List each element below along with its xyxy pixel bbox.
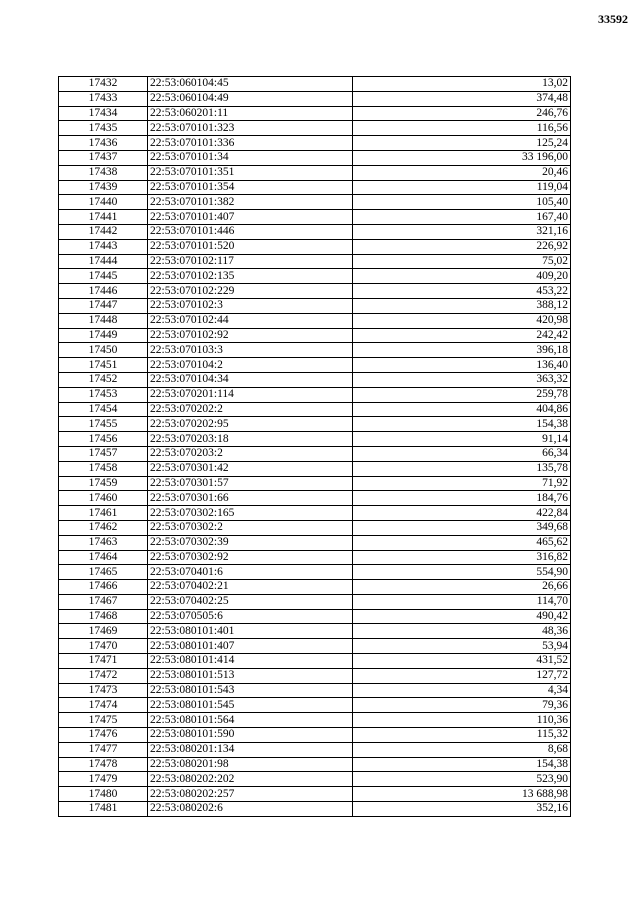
row-number-cell: 17477	[59, 742, 148, 757]
value-cell: 116,56	[353, 121, 571, 136]
row-number-cell: 17453	[59, 387, 148, 402]
value-cell: 8,68	[353, 742, 571, 757]
row-number-cell: 17472	[59, 668, 148, 683]
row-number-cell: 17452	[59, 372, 148, 387]
row-number-cell: 17442	[59, 224, 148, 239]
value-cell: 422,84	[353, 506, 571, 521]
value-cell: 13 688,98	[353, 787, 571, 802]
cadastral-number-cell: 22:53:070401:6	[148, 565, 353, 580]
table-row	[59, 402, 571, 417]
value-cell: 71,92	[353, 476, 571, 491]
cadastral-number-cell: 22:53:070102:117	[148, 254, 353, 269]
cadastral-number-cell: 22:53:070505:6	[148, 609, 353, 624]
cadastral-number-cell: 22:53:070104:2	[148, 358, 353, 373]
table-row	[59, 77, 571, 92]
cadastral-number-cell: 22:53:070102:92	[148, 328, 353, 343]
cadastral-number-cell: 22:53:070402:21	[148, 580, 353, 595]
value-cell: 115,32	[353, 728, 571, 743]
table-row	[59, 802, 571, 817]
row-number-cell: 17460	[59, 491, 148, 506]
value-cell: 465,62	[353, 535, 571, 550]
row-number-cell: 17455	[59, 417, 148, 432]
value-cell: 79,36	[353, 698, 571, 713]
cadastral-number-cell: 22:53:080201:134	[148, 742, 353, 757]
table-row	[59, 624, 571, 639]
value-cell: 246,76	[353, 106, 571, 121]
table-row	[59, 298, 571, 313]
value-cell: 184,76	[353, 491, 571, 506]
table-row	[59, 91, 571, 106]
value-cell: 114,70	[353, 594, 571, 609]
table-row	[59, 713, 571, 728]
value-cell: 53,94	[353, 639, 571, 654]
row-number-cell: 17478	[59, 757, 148, 772]
value-cell: 388,12	[353, 298, 571, 313]
cadastral-number-cell: 22:53:060104:45	[148, 77, 353, 92]
row-number-cell: 17447	[59, 298, 148, 313]
page-number: 33592	[598, 12, 628, 26]
row-number-cell: 17457	[59, 446, 148, 461]
row-number-cell: 17479	[59, 772, 148, 787]
cadastral-number-cell: 22:53:080101:543	[148, 683, 353, 698]
table-row	[59, 565, 571, 580]
cadastral-number-cell: 22:53:070102:229	[148, 284, 353, 299]
row-number-cell: 17433	[59, 91, 148, 106]
row-number-cell: 17468	[59, 609, 148, 624]
table-row	[59, 358, 571, 373]
value-cell: 420,98	[353, 313, 571, 328]
cadastral-number-cell: 22:53:070202:95	[148, 417, 353, 432]
row-number-cell: 17451	[59, 358, 148, 373]
cadastral-number-cell: 22:53:070101:323	[148, 121, 353, 136]
table-row	[59, 742, 571, 757]
table-row	[59, 654, 571, 669]
table-row	[59, 491, 571, 506]
table-row	[59, 210, 571, 225]
row-number-cell: 17438	[59, 165, 148, 180]
cadastral-number-cell: 22:53:070302:39	[148, 535, 353, 550]
table-row	[59, 432, 571, 447]
row-number-cell: 17466	[59, 580, 148, 595]
value-cell: 154,38	[353, 757, 571, 772]
value-cell: 316,82	[353, 550, 571, 565]
table-row	[59, 594, 571, 609]
table-row	[59, 506, 571, 521]
table-row	[59, 372, 571, 387]
cadastral-number-cell: 22:53:070302:2	[148, 520, 353, 535]
cadastral-number-cell: 22:53:080101:407	[148, 639, 353, 654]
table-row	[59, 639, 571, 654]
value-cell: 523,90	[353, 772, 571, 787]
cadastral-number-cell: 22:53:080101:545	[148, 698, 353, 713]
row-number-cell: 17434	[59, 106, 148, 121]
row-number-cell: 17440	[59, 195, 148, 210]
cadastral-number-cell: 22:53:080101:590	[148, 728, 353, 743]
value-cell: 453,22	[353, 284, 571, 299]
value-cell: 75,02	[353, 254, 571, 269]
value-cell: 26,66	[353, 580, 571, 595]
table-row	[59, 461, 571, 476]
value-cell: 127,72	[353, 668, 571, 683]
row-number-cell: 17471	[59, 654, 148, 669]
row-number-cell: 17449	[59, 328, 148, 343]
cadastral-number-cell: 22:53:080202:202	[148, 772, 353, 787]
row-number-cell: 17443	[59, 239, 148, 254]
cadastral-number-cell: 22:53:080202:257	[148, 787, 353, 802]
cadastral-number-cell: 22:53:070101:351	[148, 165, 353, 180]
value-cell: 363,32	[353, 372, 571, 387]
table-row	[59, 269, 571, 284]
value-cell: 66,34	[353, 446, 571, 461]
value-cell: 110,36	[353, 713, 571, 728]
table-row	[59, 136, 571, 151]
cadastral-number-cell: 22:53:080202:6	[148, 802, 353, 817]
cadastral-number-cell: 22:53:070203:18	[148, 432, 353, 447]
cadastral-number-cell: 22:53:070101:407	[148, 210, 353, 225]
table-row	[59, 609, 571, 624]
cadastral-number-cell: 22:53:070101:354	[148, 180, 353, 195]
cadastral-number-cell: 22:53:070102:3	[148, 298, 353, 313]
cadastral-number-cell: 22:53:070101:336	[148, 136, 353, 151]
cadastral-number-cell: 22:53:070302:165	[148, 506, 353, 521]
value-cell: 135,78	[353, 461, 571, 476]
row-number-cell: 17450	[59, 343, 148, 358]
table-row	[59, 580, 571, 595]
cadastral-number-cell: 22:53:070102:135	[148, 269, 353, 284]
value-cell: 154,38	[353, 417, 571, 432]
row-number-cell: 17456	[59, 432, 148, 447]
cadastral-number-cell: 22:53:060201:11	[148, 106, 353, 121]
row-number-cell: 17435	[59, 121, 148, 136]
cadastral-number-cell: 22:53:070104:34	[148, 372, 353, 387]
value-cell: 242,42	[353, 328, 571, 343]
cadastral-number-cell: 22:53:070101:382	[148, 195, 353, 210]
table-row	[59, 446, 571, 461]
table-row	[59, 757, 571, 772]
row-number-cell: 17441	[59, 210, 148, 225]
cadastral-number-cell: 22:53:070101:34	[148, 150, 353, 165]
table-row	[59, 683, 571, 698]
row-number-cell: 17481	[59, 802, 148, 817]
value-cell: 352,16	[353, 802, 571, 817]
cadastral-number-cell: 22:53:070302:92	[148, 550, 353, 565]
row-number-cell: 17437	[59, 150, 148, 165]
value-cell: 119,04	[353, 180, 571, 195]
table-row	[59, 535, 571, 550]
value-cell: 20,46	[353, 165, 571, 180]
value-cell: 259,78	[353, 387, 571, 402]
table-row	[59, 787, 571, 802]
row-number-cell: 17432	[59, 77, 148, 92]
table-row	[59, 150, 571, 165]
table-row	[59, 550, 571, 565]
value-cell: 321,16	[353, 224, 571, 239]
value-cell: 91,14	[353, 432, 571, 447]
table-row	[59, 476, 571, 491]
cadastral-number-cell: 22:53:070102:44	[148, 313, 353, 328]
value-cell: 167,40	[353, 210, 571, 225]
value-cell: 48,36	[353, 624, 571, 639]
row-number-cell: 17446	[59, 284, 148, 299]
cadastral-number-cell: 22:53:080201:98	[148, 757, 353, 772]
row-number-cell: 17467	[59, 594, 148, 609]
row-number-cell: 17439	[59, 180, 148, 195]
row-number-cell: 17474	[59, 698, 148, 713]
value-cell: 490,42	[353, 609, 571, 624]
cadastral-number-cell: 22:53:070103:3	[148, 343, 353, 358]
value-cell: 349,68	[353, 520, 571, 535]
cadastral-number-cell: 22:53:070402:25	[148, 594, 353, 609]
table-row	[59, 180, 571, 195]
table-row	[59, 772, 571, 787]
cadastral-number-cell: 22:53:070301:66	[148, 491, 353, 506]
table-row	[59, 387, 571, 402]
cadastral-number-cell: 22:53:080101:414	[148, 654, 353, 669]
row-number-cell: 17480	[59, 787, 148, 802]
value-cell: 136,40	[353, 358, 571, 373]
table-row	[59, 165, 571, 180]
row-number-cell: 17469	[59, 624, 148, 639]
row-number-cell: 17461	[59, 506, 148, 521]
cadastral-number-cell: 22:53:070201:114	[148, 387, 353, 402]
table-row	[59, 121, 571, 136]
value-cell: 554,90	[353, 565, 571, 580]
row-number-cell: 17464	[59, 550, 148, 565]
value-cell: 409,20	[353, 269, 571, 284]
value-cell: 105,40	[353, 195, 571, 210]
row-number-cell: 17436	[59, 136, 148, 151]
cadastral-number-cell: 22:53:080101:513	[148, 668, 353, 683]
cadastral-number-cell: 22:53:080101:401	[148, 624, 353, 639]
row-number-cell: 17454	[59, 402, 148, 417]
row-number-cell: 17459	[59, 476, 148, 491]
row-number-cell: 17463	[59, 535, 148, 550]
cadastral-number-cell: 22:53:070203:2	[148, 446, 353, 461]
value-cell: 404,86	[353, 402, 571, 417]
table-row	[59, 284, 571, 299]
row-number-cell: 17448	[59, 313, 148, 328]
row-number-cell: 17475	[59, 713, 148, 728]
row-number-cell: 17458	[59, 461, 148, 476]
table-body	[59, 77, 571, 817]
table-row	[59, 668, 571, 683]
table-row	[59, 728, 571, 743]
cadastral-number-cell: 22:53:060104:49	[148, 91, 353, 106]
row-number-cell: 17462	[59, 520, 148, 535]
table-row	[59, 313, 571, 328]
value-cell: 125,24	[353, 136, 571, 151]
table-row	[59, 417, 571, 432]
row-number-cell: 17445	[59, 269, 148, 284]
cadastral-number-cell: 22:53:070101:446	[148, 224, 353, 239]
cadastral-number-cell: 22:53:080101:564	[148, 713, 353, 728]
row-number-cell: 17444	[59, 254, 148, 269]
value-cell: 226,92	[353, 239, 571, 254]
cadastral-number-cell: 22:53:070301:57	[148, 476, 353, 491]
table-row	[59, 239, 571, 254]
table-row	[59, 698, 571, 713]
table-row	[59, 106, 571, 121]
value-cell: 396,18	[353, 343, 571, 358]
row-number-cell: 17473	[59, 683, 148, 698]
cadastral-number-cell: 22:53:070202:2	[148, 402, 353, 417]
value-cell: 374,48	[353, 91, 571, 106]
value-cell: 13,02	[353, 77, 571, 92]
row-number-cell: 17476	[59, 728, 148, 743]
table-row	[59, 195, 571, 210]
cadastral-number-cell: 22:53:070301:42	[148, 461, 353, 476]
table-row	[59, 254, 571, 269]
table-row	[59, 224, 571, 239]
cadastral-number-cell: 22:53:070101:520	[148, 239, 353, 254]
table-row	[59, 520, 571, 535]
row-number-cell: 17465	[59, 565, 148, 580]
value-cell: 431,52	[353, 654, 571, 669]
value-cell: 33 196,00	[353, 150, 571, 165]
row-number-cell: 17470	[59, 639, 148, 654]
data-table	[58, 76, 571, 817]
table-row	[59, 343, 571, 358]
table-row	[59, 328, 571, 343]
value-cell: 4,34	[353, 683, 571, 698]
